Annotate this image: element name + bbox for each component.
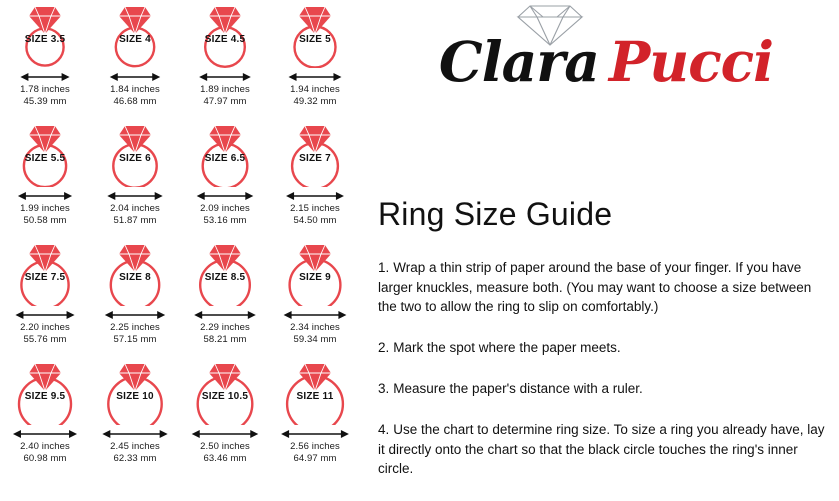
ring-size-cell	[180, 361, 270, 480]
ring-size-cell	[0, 361, 90, 480]
ring-size-cell	[0, 242, 90, 361]
ring-measurement-inches: 1.84 inches	[110, 84, 160, 95]
ring-illustration	[2, 242, 88, 306]
measure-arrow-icon	[186, 308, 264, 320]
ring-measurement-mm: 57.15 mm	[113, 333, 157, 345]
ring-size-cell	[180, 242, 270, 361]
ring-illustration	[182, 123, 268, 187]
guide-step-3-text: Measure the paper's distance with a ruler.	[393, 381, 643, 396]
ring-size-cell	[270, 361, 360, 480]
ring-size-cell	[180, 4, 270, 123]
measure-arrow-icon	[276, 70, 354, 82]
measure-arrow-icon	[6, 189, 84, 201]
ring-measurement	[180, 84, 270, 107]
ring-size-cell	[270, 123, 360, 242]
measure-arrow-icon	[6, 70, 84, 82]
ring-measurement-mm: 50.58 mm	[23, 214, 67, 226]
ring-measurement-inches: 1.94 inches	[290, 84, 340, 95]
ring-measurement-mm: 58.21 mm	[203, 333, 247, 345]
ring-illustration	[182, 361, 268, 425]
ring-measurement	[90, 322, 180, 345]
ring-measurement-inches: 2.40 inches	[20, 441, 70, 452]
ring-size-label-text: SIZE 5	[299, 34, 331, 45]
ring-measurement	[180, 441, 270, 464]
ring-measurement	[90, 84, 180, 107]
ring-measurement-mm: 63.46 mm	[203, 452, 247, 464]
ring-measurement	[90, 441, 180, 464]
measure-arrow-icon	[276, 427, 354, 439]
ring-size-label-text: SIZE 11	[296, 391, 334, 402]
ring-size-cell	[270, 242, 360, 361]
ring-illustration	[182, 4, 268, 68]
ring-measurement-mm: 53.16 mm	[203, 214, 247, 226]
page-title: Ring Size Guide	[378, 196, 613, 232]
ring-size-label-text: SIZE 7.5	[24, 272, 66, 283]
ring-size-cell	[90, 242, 180, 361]
ring-measurement-mm: 64.97 mm	[293, 452, 337, 464]
ring-measurement	[270, 203, 360, 226]
measure-arrow-icon	[96, 427, 174, 439]
measure-arrow-icon	[96, 189, 174, 201]
ring-illustration	[272, 4, 358, 68]
ring-size-label-text: SIZE 5.5	[24, 153, 66, 164]
ring-size-cell	[180, 123, 270, 242]
measure-arrow-icon	[186, 70, 264, 82]
ring-size-label-text: SIZE 9.5	[24, 391, 66, 402]
ring-illustration	[272, 123, 358, 187]
ring-measurement	[0, 84, 90, 107]
guide-step-4-text: Use the chart to determine ring size. To size a ring you already have, lay it directly onto the chart so that the black circle touches the ring's inner circle.	[378, 422, 825, 476]
ring-size-cell	[90, 4, 180, 123]
guide-step-2	[378, 338, 826, 358]
ring-measurement-mm: 60.98 mm	[23, 452, 67, 464]
guide-step-4	[378, 420, 826, 479]
ring-measurement-mm: 55.76 mm	[23, 333, 67, 345]
ring-measurement-inches: 2.45 inches	[110, 441, 160, 452]
ring-size-cell	[90, 361, 180, 480]
ring-illustration	[92, 123, 178, 187]
ring-illustration	[92, 4, 178, 68]
ring-measurement-inches: 2.29 inches	[200, 322, 250, 333]
ring-measurement	[270, 441, 360, 464]
ring-size-chart	[0, 0, 360, 501]
ring-measurement-mm: 45.39 mm	[23, 95, 67, 107]
guide-step-2-text: Mark the spot where the paper meets.	[393, 340, 621, 355]
brand-name-second: Pucci	[608, 29, 774, 94]
ring-measurement-mm: 62.33 mm	[113, 452, 157, 464]
ring-size-label-text: SIZE 8.5	[204, 272, 246, 283]
ring-illustration	[92, 242, 178, 306]
ring-measurement	[0, 203, 90, 226]
ring-measurement	[0, 322, 90, 345]
ring-measurement	[270, 322, 360, 345]
ring-measurement-mm: 49.32 mm	[293, 95, 337, 107]
measure-arrow-icon	[276, 189, 354, 201]
ring-measurement	[0, 441, 90, 464]
ring-measurement-inches: 1.78 inches	[20, 84, 70, 95]
ring-size-label-text: SIZE 10.5	[201, 391, 249, 402]
ring-illustration	[92, 361, 178, 425]
guide-step-4-number: 4.	[378, 422, 390, 437]
ring-size-label-text: SIZE 7	[299, 153, 331, 164]
brand-wordmark	[376, 22, 836, 106]
ring-size-label-text: SIZE 6	[119, 153, 151, 164]
ring-size-label-text: SIZE 10	[116, 391, 154, 402]
measure-arrow-icon	[186, 427, 264, 439]
ring-measurement-inches: 1.99 inches	[20, 203, 70, 214]
measure-arrow-icon	[96, 308, 174, 320]
ring-illustration	[182, 242, 268, 306]
ring-illustration	[2, 4, 88, 68]
ring-size-label-text: SIZE 4	[119, 34, 151, 45]
ring-illustration	[272, 361, 358, 425]
ring-measurement-mm: 47.97 mm	[203, 95, 247, 107]
ring-measurement	[180, 322, 270, 345]
ring-measurement-inches: 2.34 inches	[290, 322, 340, 333]
ring-measurement-inches: 2.04 inches	[110, 203, 160, 214]
ring-measurement-mm: 59.34 mm	[293, 333, 337, 345]
ring-measurement-inches: 2.15 inches	[290, 203, 340, 214]
ring-measurement-inches: 2.20 inches	[20, 322, 70, 333]
ring-measurement-mm: 51.87 mm	[113, 214, 157, 226]
ring-size-label-text: SIZE 4.5	[204, 34, 246, 45]
ring-measurement	[90, 203, 180, 226]
ring-illustration	[2, 361, 88, 425]
measure-arrow-icon	[6, 427, 84, 439]
measure-arrow-icon	[96, 70, 174, 82]
measure-arrow-icon	[276, 308, 354, 320]
ring-illustration	[272, 242, 358, 306]
guide-step-1	[378, 258, 826, 317]
ring-measurement-inches: 2.09 inches	[200, 203, 250, 214]
ring-measurement-inches: 2.56 inches	[290, 441, 340, 452]
ring-size-label-text: SIZE 9	[299, 272, 331, 283]
ring-measurement	[180, 203, 270, 226]
measure-arrow-icon	[186, 189, 264, 201]
ring-measurement	[270, 84, 360, 107]
guide-step-2-number: 2.	[378, 340, 390, 355]
ring-size-label-text: SIZE 3.5	[24, 34, 66, 45]
ring-measurement-inches: 1.89 inches	[200, 84, 250, 95]
ring-size-cell	[90, 123, 180, 242]
ring-measurement-mm: 54.50 mm	[293, 214, 337, 226]
ring-size-label-text: SIZE 6.5	[204, 153, 246, 164]
ring-size-label-text: SIZE 8	[119, 272, 151, 283]
ring-size-cell	[0, 123, 90, 242]
ring-size-cell	[0, 4, 90, 123]
brand-logo	[376, 4, 836, 108]
ring-measurement-inches: 2.50 inches	[200, 441, 250, 452]
info-panel	[368, 0, 839, 501]
brand-name-first: Clara	[438, 29, 599, 94]
ring-illustration	[2, 123, 88, 187]
guide-step-1-number: 1.	[378, 260, 390, 275]
guide-step-3	[378, 379, 826, 399]
ring-measurement-mm: 46.68 mm	[113, 95, 157, 107]
ring-measurement-inches: 2.25 inches	[110, 322, 160, 333]
ring-size-cell	[270, 4, 360, 123]
guide-step-3-number: 3.	[378, 381, 390, 396]
measure-arrow-icon	[6, 308, 84, 320]
guide-step-1-text: Wrap a thin strip of paper around the base of your finger. If you have larger knuckles, measure both. (You may want to choose a size between the two to allow the ring to slip on comfortably.)	[378, 260, 812, 314]
